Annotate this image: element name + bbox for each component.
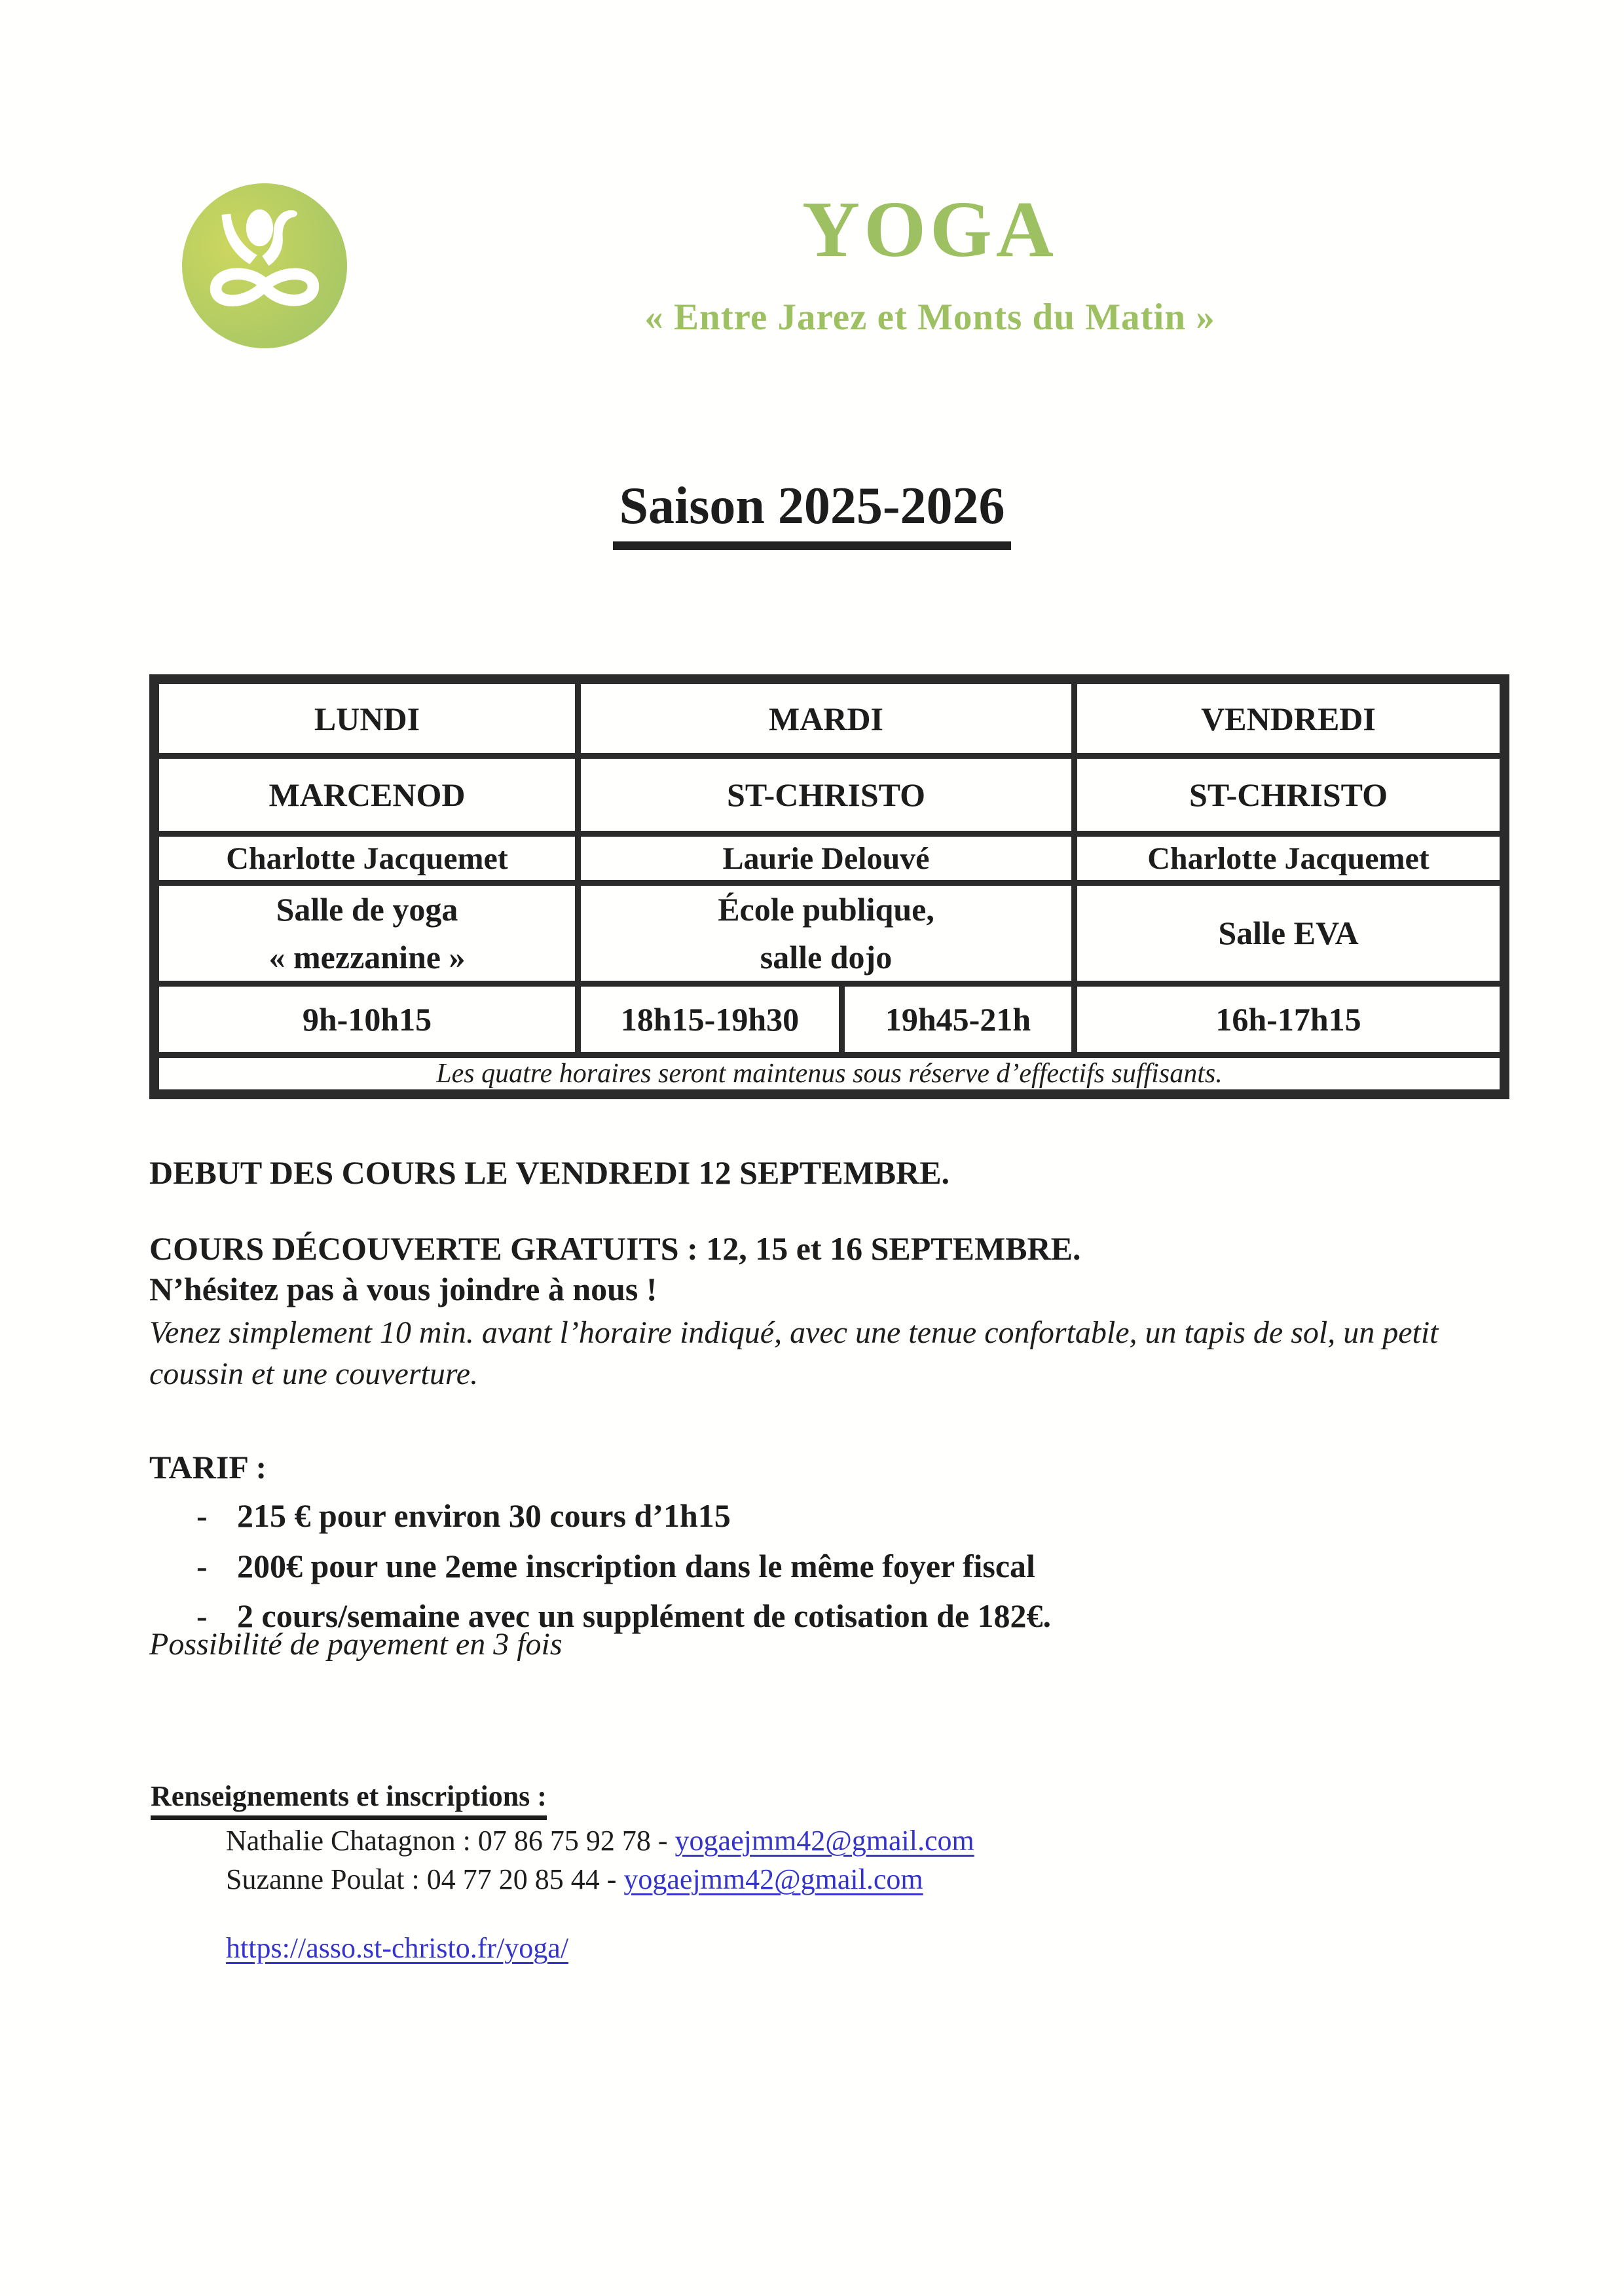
contact-line <box>226 1863 923 1896</box>
time-cell: 16h-17h15 <box>1075 984 1505 1055</box>
page-subtitle: « Entre Jarez et Monts du Matin » <box>644 297 1215 338</box>
free-courses-line: COURS DÉCOUVERTE GRATUITS : 12, 15 et 16 SEPTEMBRE. <box>149 1230 1081 1267</box>
time-cell: 19h45-21h <box>842 984 1075 1055</box>
room-line: Salle EVA <box>1218 915 1359 952</box>
dash-bullet: - <box>196 1597 208 1634</box>
tarif-item-text: 200€ pour une 2eme inscription dans le même foyer fiscal <box>237 1547 1035 1584</box>
day-cell-mardi: MARDI <box>578 680 1075 756</box>
yoga-logo <box>182 183 347 348</box>
season-heading <box>0 477 1624 550</box>
tarif-title: TARIF : <box>149 1449 267 1485</box>
dash-bullet: - <box>196 1547 208 1584</box>
location-cell: ST-CHRISTO <box>1075 756 1505 834</box>
lotus-figure-icon <box>182 183 347 348</box>
time-cell: 9h-10h15 <box>155 984 578 1055</box>
room-cell <box>1075 883 1505 984</box>
table-row-days <box>155 680 1505 756</box>
bring-note-line: Venez simplement 10 min. avant l’horaire indiqué, avec une tenue confortable, un tapis de sol, un petit coussin et une couverture. <box>149 1315 1439 1392</box>
room-cell <box>578 883 1075 984</box>
room-line: « mezzanine » <box>268 938 466 975</box>
email-link[interactable]: yogaejmm42@gmail.com <box>674 1825 974 1857</box>
title-block <box>432 185 1428 338</box>
tarif-item <box>196 1495 1500 1537</box>
email-link[interactable]: yogaejmm42@gmail.com <box>623 1863 923 1895</box>
schedule-table-wrap <box>149 674 1500 1099</box>
day-cell-lundi: LUNDI <box>155 680 578 756</box>
room-line: Salle de yoga <box>276 891 458 928</box>
contact-name-phone: Suzanne Poulat : 04 77 20 85 44 - <box>226 1863 624 1895</box>
contact-title-text: Renseignements et inscriptions : <box>151 1779 547 1820</box>
room-line: salle dojo <box>760 938 893 975</box>
payment-note-line: Possibilité de payement en 3 fois <box>149 1627 563 1662</box>
room-cell <box>155 883 578 984</box>
table-row-locations <box>155 756 1505 834</box>
tarif-item <box>196 1546 1500 1587</box>
table-row-rooms <box>155 883 1505 984</box>
table-row-footnote <box>155 1055 1505 1095</box>
schedule-table <box>149 674 1509 1099</box>
location-cell: MARCENOD <box>155 756 578 834</box>
contact-name-phone: Nathalie Chatagnon : 07 86 75 92 78 - <box>226 1825 675 1857</box>
table-footnote: Les quatre horaires seront maintenus sous réserve d’effectifs suffisants. <box>155 1055 1505 1095</box>
tarif-item-text: 215 € pour environ 30 cours d’1h15 <box>237 1497 731 1534</box>
start-date-line: DEBUT DES COURS LE VENDREDI 12 SEPTEMBRE. <box>149 1154 950 1191</box>
tarif-item-text: 2 cours/semaine avec un supplément de cotisation de 182€. <box>237 1597 1052 1634</box>
table-row-times <box>155 984 1505 1055</box>
room-line: École publique, <box>718 891 934 928</box>
time-cell: 18h15-19h30 <box>578 984 842 1055</box>
website-link[interactable]: https://asso.st-christo.fr/yoga/ <box>226 1932 569 1964</box>
contact-title <box>151 1779 547 1820</box>
join-us-line: N’hésitez pas à vous joindre à nous ! <box>149 1271 657 1307</box>
season-heading-text: Saison 2025-2026 <box>613 477 1012 550</box>
dash-bullet: - <box>196 1497 208 1534</box>
contact-line <box>226 1824 974 1857</box>
teacher-cell: Laurie Delouvé <box>578 834 1075 883</box>
table-row-teachers <box>155 834 1505 883</box>
location-cell: ST-CHRISTO <box>578 756 1075 834</box>
website-line <box>226 1931 568 1965</box>
day-cell-vendredi: VENDREDI <box>1075 680 1505 756</box>
teacher-cell: Charlotte Jacquemet <box>155 834 578 883</box>
teacher-cell: Charlotte Jacquemet <box>1075 834 1505 883</box>
page-title: YOGA <box>802 185 1058 274</box>
